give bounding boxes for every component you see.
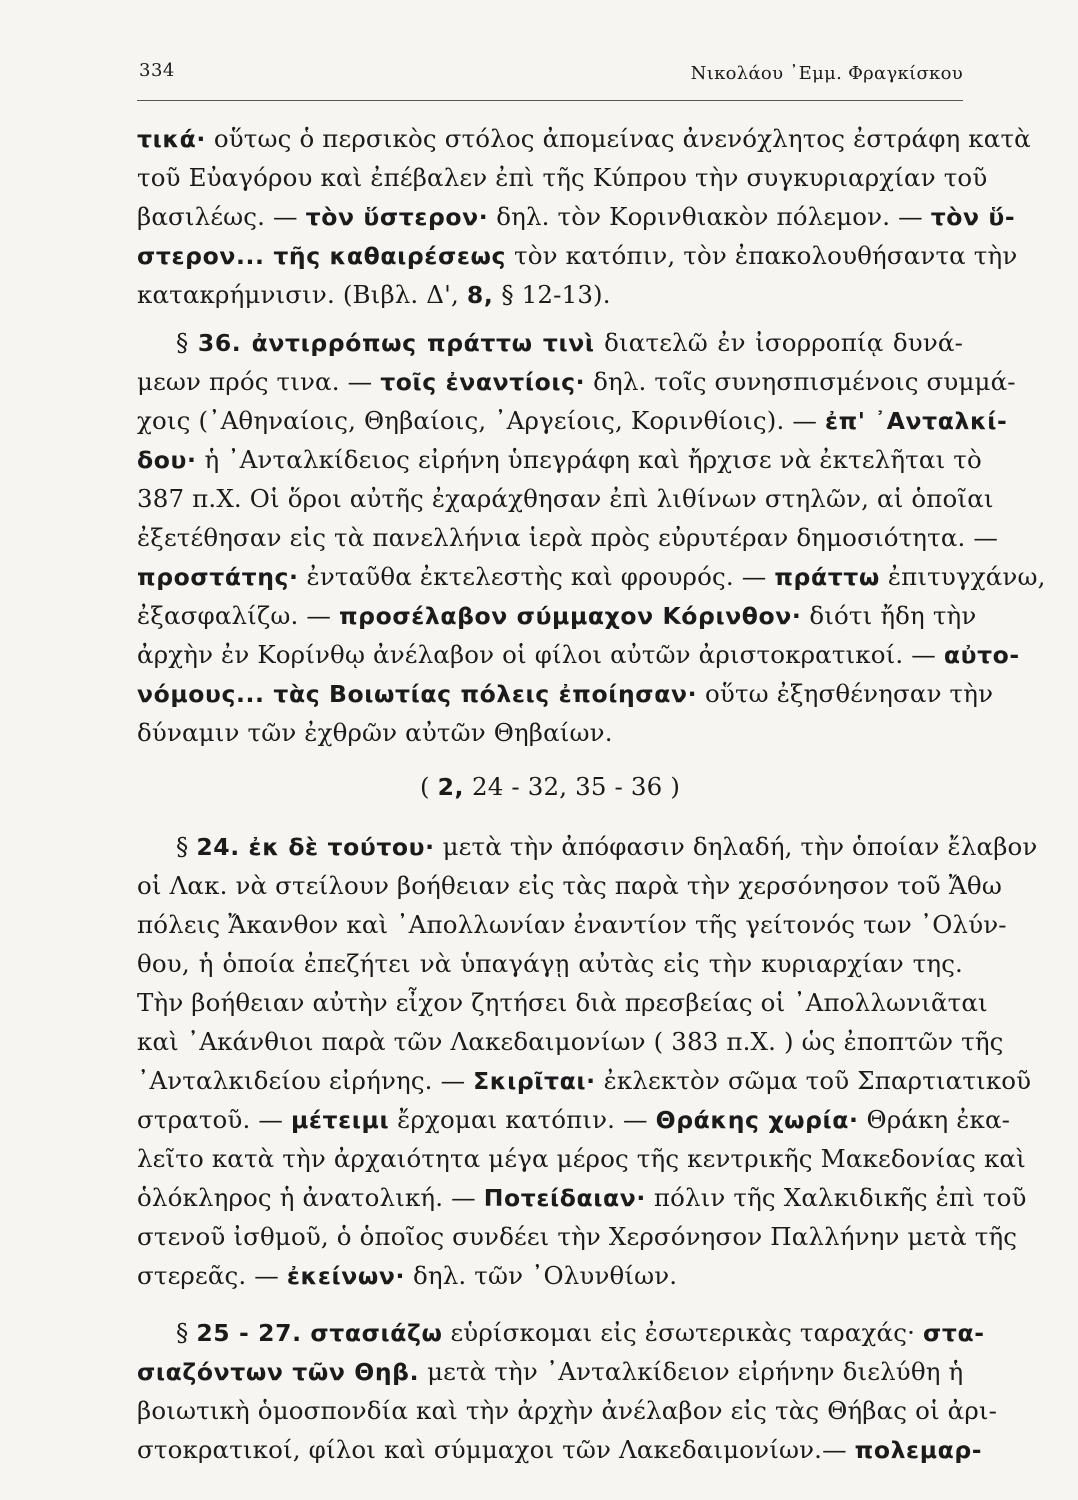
text-run: ἐπιτυγχάνω, [879, 562, 1046, 591]
bold-term: ἐπ' ᾿Ανταλκί- [824, 407, 1008, 435]
text-line [137, 1355, 963, 1389]
bold-term: τὸν ὕ- [930, 203, 1016, 231]
text-line [137, 599, 977, 633]
text-line [137, 908, 1007, 942]
text-run: οὕτω ἐξησθένησαν τὴν [697, 679, 994, 708]
text-line [137, 1142, 1026, 1176]
text-run: Τὴν βοήθειαν αὐτὴν εἶχον ζητήσει διὰ πρεσβείας οἱ ᾿Απολλωνιᾶται [137, 988, 988, 1017]
text-line [137, 869, 1002, 903]
text-line [137, 122, 1031, 156]
text-run: μετὰ τὴν ἀπόφασιν δηλαδή, τὴν ὁποίαν ἔλαβον [434, 832, 1038, 861]
page-number: 334 [139, 60, 175, 81]
bold-term: προσέλαβον σύμμαχον Κόρινθον· [338, 602, 802, 630]
text-run: στερεᾶς. — [137, 1261, 287, 1290]
text-line [137, 482, 994, 516]
text-run: κατακρήμνισιν. (Βιβλ. Δ', [137, 280, 467, 309]
text-run: οὕτως ὁ περσικὸς στόλος ἀπομείνας ἀνενόχλητος ἐστράφη κατὰ [205, 124, 1031, 153]
text-line [137, 986, 988, 1020]
text-run: πόλιν τῆς Χαλκιδικῆς ἐπὶ τοῦ [645, 1183, 1027, 1212]
text-run: βοιωτικὴ ὁμοσπονδία καὶ τὴν ἀρχὴν ἀνέλαβον εἰς τὰς Θήβας οἱ ἀρι- [137, 1396, 998, 1425]
text-run: διατελῶ ἐν ἰσορροπίᾳ δυνά- [594, 328, 963, 357]
text-run: πόλεις Ἄκανθον καὶ ᾿Απολλωνίαν ἐναντίον τῆς γείτονός των ᾿Ολύν- [137, 910, 1007, 939]
bold-term: στα- [922, 1319, 985, 1347]
text-run: Θράκη ἐκα- [858, 1105, 1011, 1134]
bold-term: τικά· [137, 125, 206, 153]
text-line [137, 278, 963, 312]
text-line [137, 1220, 1018, 1254]
text-line [137, 200, 1016, 234]
text-line [137, 1181, 1027, 1215]
bold-term: 2, [437, 773, 465, 801]
text-line [176, 830, 1038, 864]
text-run: στρατοῦ. — [137, 1105, 291, 1134]
text-run: καὶ ᾿Ακάνθιοι παρὰ τῶν Λακεδαιμονίων ( 383 π.Χ. ) ὡς ἐποπτῶν τῆς [137, 1027, 1004, 1056]
text-line [137, 1394, 998, 1428]
bold-term: σιαζόντων τῶν Θηβ. [137, 1358, 420, 1386]
bold-term: Θράκης χωρία· [655, 1106, 859, 1134]
bold-term: στερον... τῆς καθαιρέσεως [137, 242, 507, 270]
text-run: ὁλόκληρος ἡ ἀνατολική. — [137, 1183, 484, 1212]
text-run: § [176, 1318, 197, 1347]
text-run: ᾿Ανταλκιδείου εἰρήνης. — [137, 1066, 474, 1095]
text-run: οἱ Λακ. νὰ στείλουν βοήθειαν εἰς τὰς παρὰ τὴν χερσόνησον τοῦ Ἄθω [137, 871, 1002, 900]
text-line [137, 1259, 963, 1293]
bold-term: 24. ἐκ δὲ τούτου· [196, 833, 435, 861]
bold-term: δου· [137, 446, 197, 474]
page-header [137, 60, 963, 101]
text-run: δύναμιν τῶν ἐχθρῶν αὐτῶν Θηβαίων. [137, 718, 613, 747]
text-run: εὑρίσκομαι εἰς ἐσωτερικὰς ταραχάς· [442, 1318, 923, 1347]
text-run: χοις (᾿Αθηναίοις, Θηβαίοις, ᾿Αργείοις, Κορινθίοις). — [137, 406, 825, 435]
bold-term: ἐκείνων· [286, 1262, 406, 1290]
text-run: δηλ. τοῖς συνησπισμένοις συμμά- [585, 367, 1016, 396]
text-line [137, 521, 999, 555]
bold-term: 36. ἀντιρρόπως πράττω τινὶ [197, 329, 595, 357]
text-run: διότι ἤδη τὴν [801, 601, 977, 630]
bold-term: τοῖς ἐναντίοις· [380, 368, 586, 396]
bold-term: Σκιρῖται· [473, 1067, 596, 1095]
bold-term: πράττω [774, 563, 880, 591]
text-line [137, 638, 1020, 672]
bold-term: τὸν ὕστερον· [305, 203, 489, 231]
text-run: δηλ. τῶν ᾿Ολυνθίων. [405, 1261, 678, 1290]
text-line [137, 443, 982, 477]
text-line [176, 326, 963, 360]
text-run: δηλ. τὸν Κορινθιακὸν πόλεμον. — [488, 202, 931, 231]
text-run: βασιλέως. — [137, 202, 306, 231]
text-line [137, 947, 963, 981]
text-run: § [176, 328, 198, 357]
text-run: μεων πρός τινα. — [137, 367, 381, 396]
bold-term: 25 - 27. στασιάζω [196, 1319, 443, 1347]
text-run: λεῖτο κατὰ τὴν ἀρχαιότητα μέγα μέρος τῆς κεντρικῆς Μακεδονίας καὶ [137, 1144, 1026, 1173]
text-run: ἐκλεκτὸν σῶμα τοῦ Σπαρτιατικοῦ [595, 1066, 1032, 1095]
text-run: τὸν κατόπιν, τὸν ἐπακολουθήσαντα τὴν [506, 241, 1018, 270]
text-run: ἐξασφαλίζω. — [137, 601, 339, 630]
text-run: ἡ ᾿Ανταλκίδειος εἰρήνη ὑπεγράφη καὶ ἤρχισε νὰ ἐκτελῆται τὸ [196, 445, 982, 474]
text-line [137, 1064, 1032, 1098]
text-run: θου, ἡ ὁποία ἐπεζήτει νὰ ὑπαγάγῃ αὐτὰς εἰς τὴν κυριαρχίαν της. [137, 949, 963, 978]
bold-term: αὐτο- [943, 641, 1020, 669]
text-line [137, 365, 1016, 399]
text-run: § [176, 832, 197, 861]
text-run: 24 - 32, 35 - 36 ) [464, 772, 681, 801]
text-run: § 12-13). [493, 280, 611, 309]
text-run: ἔρχομαι κατόπιν. — [389, 1105, 656, 1134]
text-run: ἀρχὴν ἐν Κορίνθῳ ἀνέλαβον οἱ φίλοι αὐτῶν ἀριστοκρατικοί. — [137, 640, 944, 669]
bold-term: νόμους... τὰς Βοιωτίας πόλεις ἐποίησαν· [137, 680, 698, 708]
text-run: τοῦ Εὐαγόρου καὶ ἐπέβαλεν ἐπὶ τῆς Κύπρου τὴν συγκυριαρχίαν τοῦ [137, 163, 988, 192]
text-run: στοκρατικοί, φίλοι καὶ σύμμαχοι τῶν Λακεδαιμονίων.— [137, 1435, 855, 1464]
text-line [137, 560, 1046, 594]
text-run: μετὰ τὴν ᾿Ανταλκίδειον εἰρήνην διελύθη ἡ [419, 1357, 964, 1386]
text-line [137, 161, 988, 195]
text-line [137, 1433, 983, 1467]
bold-term: πολεμαρ- [854, 1436, 983, 1464]
text-line [137, 1103, 1011, 1137]
text-run: ἐνταῦθα ἐκτελεστὴς καὶ φρουρός. — [298, 562, 775, 591]
text-run: στενοῦ ἰσθμοῦ, ὁ ὁποῖος συνδέει τὴν Χερσόνησον Παλλήνην μετὰ τῆς [137, 1222, 1018, 1251]
text-line [137, 1025, 1004, 1059]
text-line [137, 239, 1018, 273]
text-line [176, 1316, 985, 1350]
text-run: ἐξετέθησαν εἰς τὰ πανελλήνια ἱερὰ πρὸς εὐρυτέραν δημοσιότητα. — [137, 523, 999, 552]
section-reference [137, 770, 963, 804]
bold-term: Ποτείδαιαν· [483, 1184, 646, 1212]
text-run: ( [419, 772, 438, 801]
bold-term: 8, [466, 281, 494, 309]
bold-term: προστάτης· [137, 563, 299, 591]
text-line [137, 677, 994, 711]
text-run: 387 π.Χ. Οἱ ὅροι αὐτῆς ἐχαράχθησαν ἐπὶ λιθίνων στηλῶν, αἱ ὁποῖαι [137, 484, 994, 513]
text-line [137, 404, 1008, 438]
bold-term: μέτειμι [290, 1106, 390, 1134]
text-line [137, 716, 963, 750]
running-head: Νικολάου ᾿Εμμ. Φραγκίσκου [690, 63, 963, 84]
